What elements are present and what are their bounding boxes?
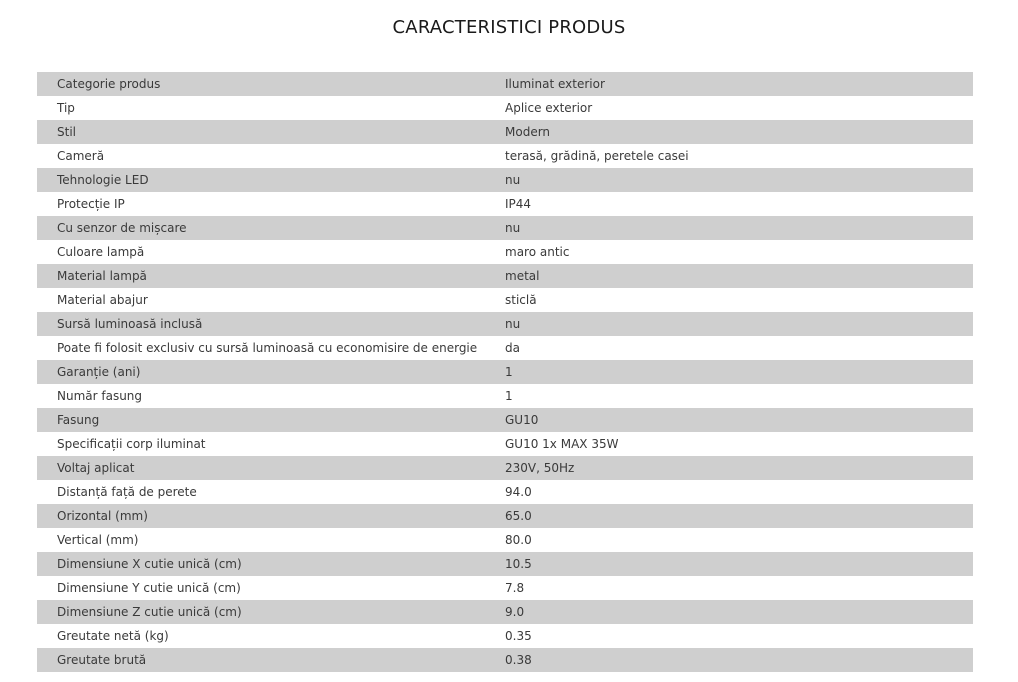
spec-label: Dimensiune Y cutie unică (cm) (37, 576, 505, 600)
spec-value: GU10 (505, 408, 973, 432)
spec-value: da (505, 336, 973, 360)
spec-label: Material abajur (37, 288, 505, 312)
spec-value: 0.38 (505, 648, 973, 672)
specs-table-body (37, 72, 973, 672)
table-row (37, 600, 973, 624)
table-row (37, 144, 973, 168)
table-row (37, 216, 973, 240)
table-row (37, 504, 973, 528)
spec-value: nu (505, 312, 973, 336)
spec-value: 1 (505, 360, 973, 384)
table-row (37, 168, 973, 192)
spec-label: Tip (37, 96, 505, 120)
spec-label: Vertical (mm) (37, 528, 505, 552)
spec-value: Aplice exterior (505, 96, 973, 120)
table-row (37, 408, 973, 432)
spec-label: Material lampă (37, 264, 505, 288)
spec-label: Dimensiune Z cutie unică (cm) (37, 600, 505, 624)
spec-label: Voltaj aplicat (37, 456, 505, 480)
table-row (37, 360, 973, 384)
table-row (37, 192, 973, 216)
spec-value: 0.35 (505, 624, 973, 648)
spec-value: nu (505, 168, 973, 192)
table-row (37, 624, 973, 648)
spec-label: Distanță față de perete (37, 480, 505, 504)
table-row (37, 312, 973, 336)
table-row (37, 72, 973, 96)
spec-value: 80.0 (505, 528, 973, 552)
spec-label: Specificații corp iluminat (37, 432, 505, 456)
table-row (37, 576, 973, 600)
table-row (37, 288, 973, 312)
table-row (37, 120, 973, 144)
spec-label: Poate fi folosit exclusiv cu sursă luminoasă cu economisire de energie (37, 336, 505, 360)
spec-label: Greutate netă (kg) (37, 624, 505, 648)
table-row (37, 432, 973, 456)
spec-label: Dimensiune X cutie unică (cm) (37, 552, 505, 576)
spec-label: Protecție IP (37, 192, 505, 216)
spec-label: Cu senzor de mișcare (37, 216, 505, 240)
table-row (37, 456, 973, 480)
spec-label: Sursă luminoasă inclusă (37, 312, 505, 336)
spec-value: 9.0 (505, 600, 973, 624)
spec-label: Culoare lampă (37, 240, 505, 264)
spec-label: Tehnologie LED (37, 168, 505, 192)
table-row (37, 384, 973, 408)
table-row (37, 240, 973, 264)
spec-label: Orizontal (mm) (37, 504, 505, 528)
table-row (37, 96, 973, 120)
spec-value: maro antic (505, 240, 973, 264)
spec-value: Modern (505, 120, 973, 144)
table-row (37, 552, 973, 576)
page-title: CARACTERISTICI PRODUS (392, 17, 626, 38)
spec-label: Categorie produs (37, 72, 505, 96)
spec-label: Greutate brută (37, 648, 505, 672)
spec-value: 65.0 (505, 504, 973, 528)
spec-value: 230V, 50Hz (505, 456, 973, 480)
table-row (37, 336, 973, 360)
spec-value: sticlă (505, 288, 973, 312)
spec-value: 94.0 (505, 480, 973, 504)
specs-table (37, 72, 973, 672)
spec-value: 10.5 (505, 552, 973, 576)
spec-label: Cameră (37, 144, 505, 168)
spec-label: Număr fasung (37, 384, 505, 408)
table-row (37, 648, 973, 672)
spec-value: nu (505, 216, 973, 240)
spec-value: terasă, grădină, peretele casei (505, 144, 973, 168)
spec-label: Garanție (ani) (37, 360, 505, 384)
spec-value: GU10 1x MAX 35W (505, 432, 973, 456)
spec-value: IP44 (505, 192, 973, 216)
spec-value: 1 (505, 384, 973, 408)
table-row (37, 264, 973, 288)
table-row (37, 480, 973, 504)
spec-value: Iluminat exterior (505, 72, 973, 96)
spec-label: Fasung (37, 408, 505, 432)
spec-label: Stil (37, 120, 505, 144)
spec-value: metal (505, 264, 973, 288)
table-row (37, 528, 973, 552)
spec-value: 7.8 (505, 576, 973, 600)
